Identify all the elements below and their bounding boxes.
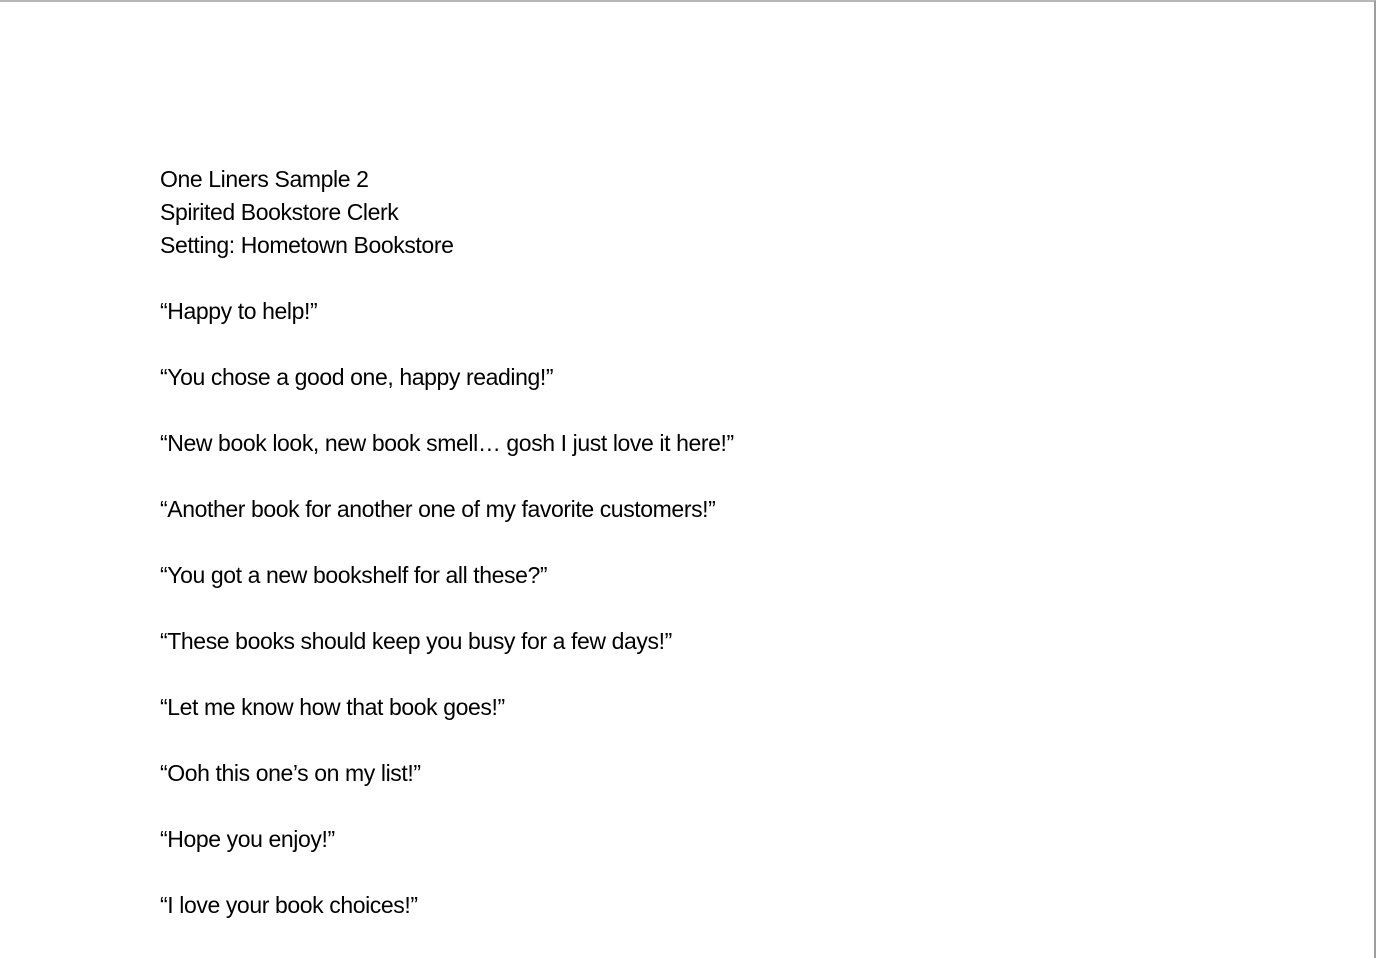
one-liner: “Let me know how that book goes!”	[160, 694, 505, 720]
one-liner: “These books should keep you busy for a few days!”	[160, 628, 672, 654]
one-liner: “Happy to help!”	[160, 298, 318, 324]
one-liner: “Another book for another one of my favorite customers!”	[160, 496, 716, 522]
one-liner-list	[160, 295, 1374, 955]
paragraph-spacer	[160, 262, 1374, 295]
setting-line: Setting: Hometown Bookstore	[160, 232, 454, 258]
one-liner: “New book look, new book smell… gosh I just love it here!”	[160, 430, 734, 456]
character-name: Spirited Bookstore Clerk	[160, 199, 399, 225]
one-liner: “You got a new bookshelf for all these?”	[160, 562, 548, 588]
one-liner: “I love your book choices!”	[160, 892, 418, 918]
document-body	[160, 163, 1374, 955]
one-liner: “Ooh this one’s on my list!”	[160, 760, 421, 786]
one-liner: “You chose a good one, happy reading!”	[160, 364, 554, 390]
document-title: One Liners Sample 2	[160, 166, 369, 192]
one-liner: “Hope you enjoy!”	[160, 826, 335, 852]
